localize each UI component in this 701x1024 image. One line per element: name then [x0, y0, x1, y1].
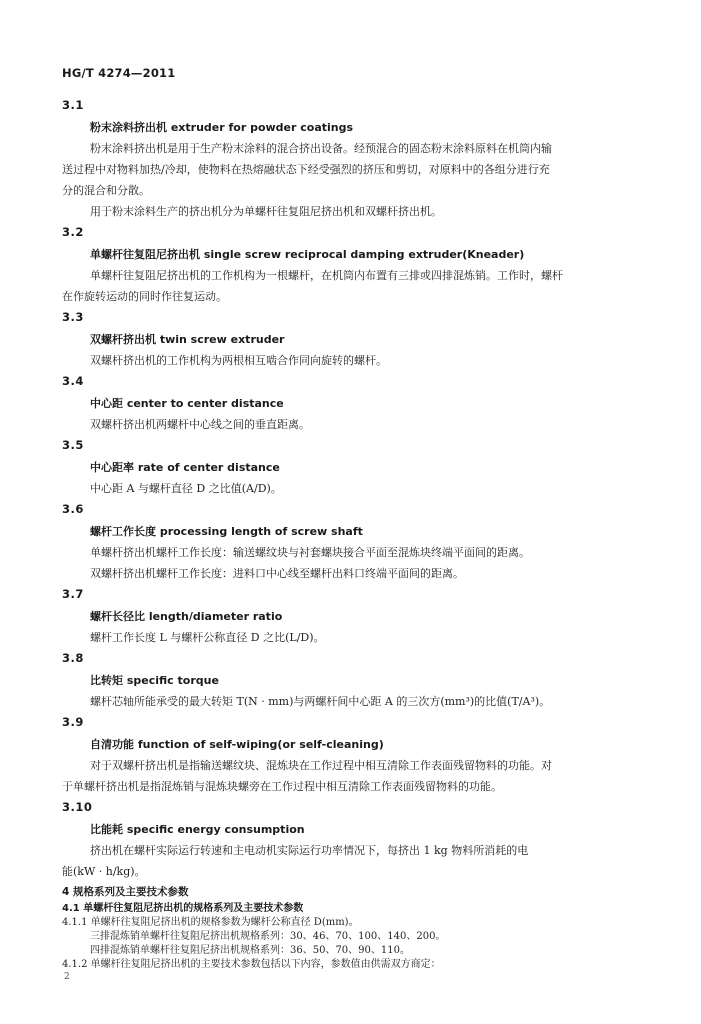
section-number: 3.9 — [62, 715, 84, 729]
section-number: 3.5 — [62, 438, 84, 452]
definition-line: 中心距 A 与螺杆直径 D 之比值(A/D)。 — [90, 482, 282, 495]
clause-item: 4.1.1 单螺杆往复阻尼挤出机的规格参数为螺杆公称直径 D(mm)。 — [62, 917, 359, 928]
term-title: 比转矩 specific torque — [90, 674, 219, 687]
definition-line: 分的混合和分散。 — [62, 184, 150, 197]
doc-number-header: HG/T 4274—2011 — [62, 66, 176, 80]
clause-item: 4.1.2 单螺杆往复阻尼挤出机的主要技术参数包括以下内容，参数值由供需双方商定： — [62, 959, 441, 970]
clause-heading: 4 规格系列及主要技术参数 — [62, 886, 189, 898]
section-number: 3.4 — [62, 374, 84, 388]
definition-line: 粉末涂料挤出机是用于生产粉末涂料的混合挤出设备。经预混合的固态粉末涂料原料在机筒内输 — [90, 142, 552, 155]
definition-line: 用于粉末涂料生产的挤出机分为单螺杆往复阻尼挤出机和双螺杆挤出机。 — [90, 205, 442, 218]
section-number: 3.3 — [62, 310, 84, 324]
section-number: 3.10 — [62, 800, 93, 814]
term-title: 螺杆长径比 length/diameter ratio — [90, 610, 283, 623]
definition-line: 双螺杆挤出机螺杆工作长度：进料口中心线至螺杆出料口终端平面间的距离。 — [90, 567, 464, 580]
series-line: 四排混炼销单螺杆往复阻尼挤出机规格系列：36、50、70、90、110。 — [90, 945, 410, 956]
definition-line: 螺杆工作长度 L 与螺杆公称直径 D 之比(L/D)。 — [90, 631, 325, 644]
definition-line: 对于双螺杆挤出机是指输送螺纹块、混炼块在工作过程中相互清除工作表面残留物料的功能。对 — [90, 759, 552, 772]
section-number: 3.1 — [62, 98, 84, 112]
definition-line: 能(kW · h/kg)。 — [62, 865, 146, 878]
series-line: 三排混炼销单螺杆往复阻尼挤出机规格系列：30、46、70、100、140、200。 — [90, 931, 446, 942]
definition-line: 于单螺杆挤出机是指混炼销与混炼块螺旁在工作过程中相互清除工作表面残留物料的功能。 — [62, 780, 502, 793]
definition-line: 挤出机在螺杆实际运行转速和主电动机实际运行功率情况下，每挤出 1 kg 物料所消耗的电 — [90, 844, 529, 857]
section-number: 3.6 — [62, 502, 84, 516]
term-title: 粉末涂料挤出机 extruder for powder coatings — [90, 121, 354, 134]
definition-line: 双螺杆挤出机的工作机构为两根相互啮合作同向旋转的螺杆。 — [90, 354, 387, 367]
term-title: 自清功能 function of self-wiping(or self-cleaning) — [90, 738, 384, 751]
page-number: 2 — [64, 972, 70, 982]
subclause-heading: 4.1 单螺杆往复阻尼挤出机的规格系列及主要技术参数 — [62, 903, 304, 914]
definition-line: 单螺杆挤出机螺杆工作长度：输送螺纹块与衬套螺块接合平面至混炼块终端平面间的距离。 — [90, 546, 530, 559]
term-title: 螺杆工作长度 processing length of screw shaft — [90, 525, 363, 538]
term-title: 中心距率 rate of center distance — [90, 461, 280, 474]
section-number: 3.8 — [62, 651, 84, 665]
term-title: 中心距 center to center distance — [90, 397, 284, 410]
definition-line: 螺杆芯轴所能承受的最大转矩 T(N · mm)与两螺杆间中心距 A 的三次方(mm³)的比值(T/A³)。 — [90, 695, 551, 708]
term-title: 比能耗 specific energy consumption — [90, 823, 305, 836]
term-title: 单螺杆往复阻尼挤出机 single screw reciprocal damping extruder(Kneader) — [90, 248, 525, 261]
definition-line: 在作旋转运动的同时作往复运动。 — [62, 290, 227, 303]
section-number: 3.7 — [62, 587, 84, 601]
section-number: 3.2 — [62, 225, 84, 239]
term-title: 双螺杆挤出机 twin screw extruder — [90, 333, 285, 346]
definition-line: 单螺杆往复阻尼挤出机的工作机构为一根螺杆，在机筒内布置有三排或四排混炼销。工作时，螺杆 — [90, 269, 563, 282]
definition-line: 双螺杆挤出机两螺杆中心线之间的垂直距离。 — [90, 418, 310, 431]
definition-line: 送过程中对物料加热/冷却，使物料在热熔融状态下经受强烈的挤压和剪切，对原料中的各组分进行充 — [62, 163, 550, 176]
